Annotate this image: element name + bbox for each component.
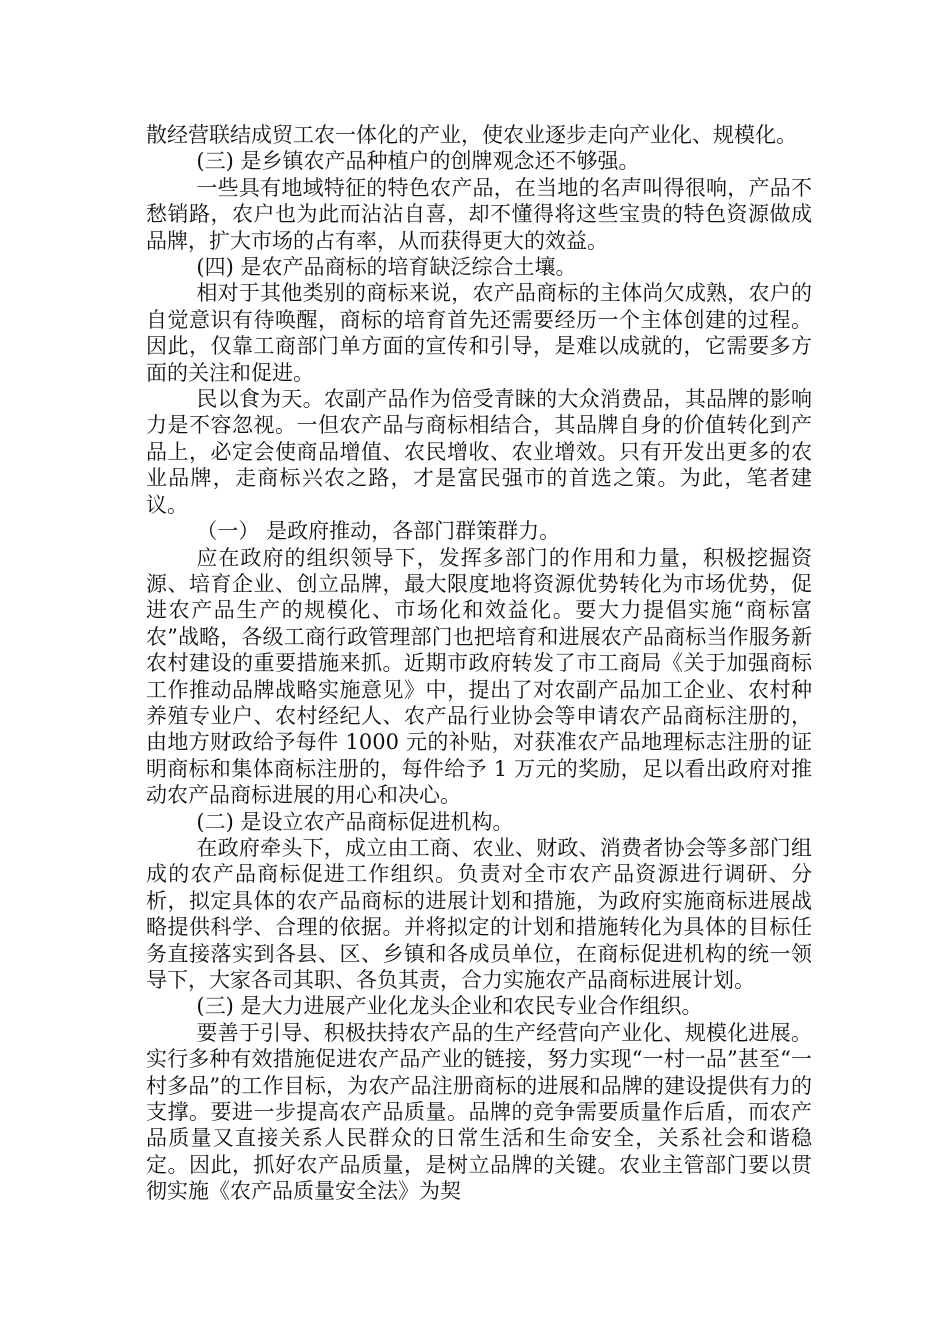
section-heading-2-suggestion: (二) 是设立农产品商标促进机构。 bbox=[196, 809, 514, 834]
paragraph-3: 相对于其他类别的商标来说，农产品商标的主体尚欠成熟，农户的自觉意识有待唤醒，商标的培育首先还需要经历一个主体创建的过程。因此，仅靠工商部门单方面的宣传和引导，是难以成就的，它需要多方面的关注和促进。 bbox=[146, 281, 812, 385]
paragraph-4: 民以食为天。农副产品作为倍受青睐的大众消费品，其品牌的影响力是不容忽视。一但农产品与商标相结合，其品牌自身的价值转化到产品上，必定会使商品增值、农民增收、农业增效。只有开发出更多的农业品牌，走商标兴农之路，才是富民强市的首选之策。为此，笔者建议。 bbox=[146, 387, 812, 517]
section-heading-3-issue: (三) 是乡镇农产品种植户的创牌观念还不够强。 bbox=[196, 149, 640, 174]
section-heading-1-suggestion: （一） 是政府推动，各部门群策群力。 bbox=[196, 519, 561, 544]
paragraph-7: 要善于引导、积极扶持农产品的生产经营向产业化、规模化进展。实行多种有效措施促进农产品产业的链接，努力实现“一村一品”甚至“一村多品”的工作目标，为农产品注册商标的进展和品牌的建设提供有力的支撑。要进一步提高农产品质量。品牌的竞争需要质量作后盾，而农产品质量又直接关系人民群众的日常生活和生命安全，关系社会和谐稳定。因此，抓好农产品质量，是树立品牌的关键。农业主管部门要以贯彻实施《农产品质量安全法》为契 bbox=[146, 1020, 812, 1204]
paragraph-5: 应在政府的组织领导下，发挥多部门的作用和力量，积极挖掘资源、培育企业、创立品牌，最大限度地将资源优势转化为市场优势，促进农产品生产的规模化、市场化和效益化。要大力提倡实施“商标富农”战略，各级工商行政管理部门也把培育和进展农产品商标当作服务新农村建设的重要措施来抓。近期市政府转发了市工商局《关于加强商标工作推动品牌战略实施意见》中，提出了对农副产品加工企业、农村种养殖专业户、农村经纪人、农产品行业协会等申请农产品商标注册的，由地方财政给予每件 1000 元的补贴，对获准农产品地理标志注册的证明商标和集体商标注册的，每件给予 1 万元的奖励，足以看出政府对推动农产品商标进展的用心和决心。 bbox=[146, 545, 812, 808]
document-body bbox=[146, 122, 812, 1205]
section-heading-3-suggestion: (三) 是大力进展产业化龙头企业和农民专业合作组织。 bbox=[196, 994, 703, 1019]
paragraph-2: 一些具有地域特征的特色农产品，在当地的名声叫得很响，产品不愁销路，农户也为此而沾沾自喜，却不懂得将这些宝贵的特色资源做成品牌，扩大市场的占有率，从而获得更大的效益。 bbox=[146, 175, 812, 253]
paragraph-1: 散经营联结成贸工农一体化的产业，使农业逐步走向产业化、规模化。 bbox=[146, 123, 797, 147]
paragraph-6: 在政府牵头下，成立由工商、农业、财政、消费者协会等多部门组成的农产品商标促进工作组织。负责对全市农产品资源进行调研、分析，拟定具体的农产品商标的进展计划和措施，为政府实施商标进展战略提供科学、合理的依据。并将拟定的计划和措施转化为具体的目标任务直接落实到各县、区、乡镇和各成员单位，在商标促进机构的统一领导下，大家各司其职、各负其责，合力实施农产品商标进展计划。 bbox=[146, 835, 812, 992]
section-heading-4-issue: (四) 是农产品商标的培育缺泛综合土壤。 bbox=[196, 255, 577, 280]
